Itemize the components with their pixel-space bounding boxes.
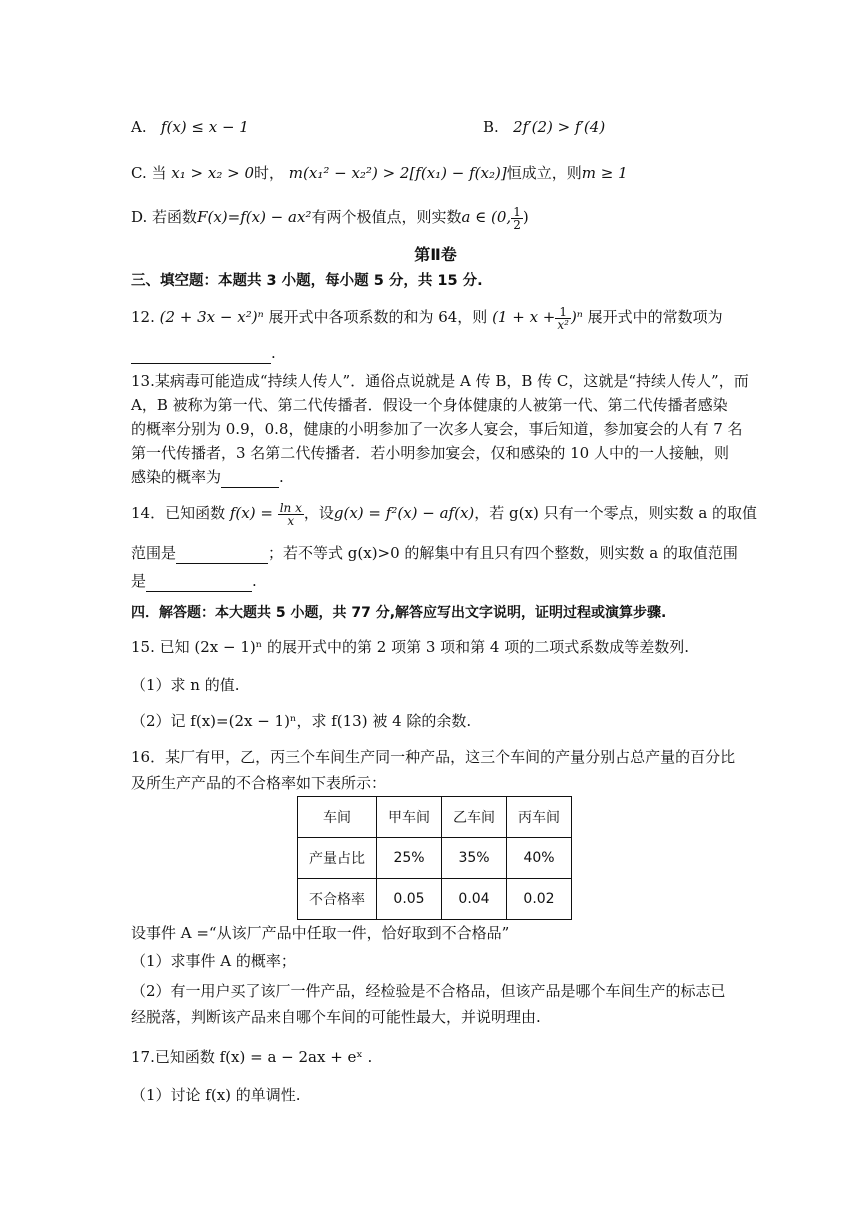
table-cell: 35% (442, 838, 507, 879)
fraction-lnx-over-x: $\frac{\text{ln x}}{x}$ (279, 500, 302, 528)
question-17-part-1: （1）讨论 f(x) 的单调性. (131, 1086, 301, 1104)
table-cell: 产量占比 (298, 838, 377, 879)
question-12: 12. (2 + 3x − x²)ⁿ 展开式中各项系数的和为 64，则 (1 + x + $\frac{1}{\text{x²}}$ )ⁿ 展开式中的常数项为 (131, 304, 723, 332)
table-cell: 不合格率 (298, 879, 377, 920)
table-header-row (298, 797, 572, 838)
table-header-cell: 甲车间 (377, 797, 442, 838)
question-15-part-2: （2）记 f(x)=(2x − 1)ⁿ，求 f(13) 被 4 除的余数. (131, 712, 472, 730)
table-header-cell: 车间 (298, 797, 377, 838)
option-a-expr: f(x) ≤ x − 1 (160, 118, 249, 136)
answer-blank (176, 547, 268, 564)
fraction-one-over-x-squared: $\frac{1}{\text{x²}}$ (557, 304, 569, 332)
table-cell: 40% (507, 838, 572, 879)
question-16-line-2: 及所生产产品的不合格率如下表所示： (131, 774, 387, 792)
question-16-part-2-line-2: 经脱落，判断该产品来自哪个车间的可能性最大，并说明理由. (131, 1008, 541, 1026)
option-b: B. 2f′(2) > f′(4) (483, 118, 606, 136)
question-12-answer-line: . (131, 342, 740, 364)
question-16-line-1: 16．某厂有甲，乙，丙三个车间生产同一种产品，这三个车间的产量分别占总产量的百分比 (131, 748, 736, 766)
table-cell: 25% (377, 838, 442, 879)
answer-blank (146, 575, 252, 592)
question-14-line-2: 范围是 ；若不等式 g(x)>0 的解集中有且只有四个整数，则实数 a 的取值范围 (131, 544, 738, 562)
table-cell: 0.02 (507, 879, 572, 920)
question-16-event: 设事件 A =“从该厂产品中任取一件，恰好取到不合格品” (131, 924, 510, 942)
table-row (298, 879, 572, 920)
question-14: 14．已知函数 f(x) = $\frac{\text{ln x}}{x}$ ，设g(x) = f²(x) − af(x)，若 g(x) 只有一个零点，则实数 a 的取值 (131, 500, 758, 528)
option-a: A. f(x) ≤ x − 1 (131, 118, 249, 136)
section-2-title: 第Ⅱ卷 (414, 245, 457, 264)
section-4-heading: 四．解答题：本大题共 5 小题，共 77 分,解答应写出文字说明，证明过程或演算步骤. (131, 605, 667, 621)
option-d: D. 若函数F(x)=f(x) − ax²有两个极值点，则实数a ∈ (0, $\frac{1}{2}$ ) (131, 204, 529, 232)
answer-blank (221, 471, 279, 488)
question-13-line-2: A，B 被称为第一代、第二代传播者．假设一个身体健康的人被第一代、第二代传播者感染 (131, 396, 728, 414)
question-13-line-4: 第一代传播者，3 名第二代传播者．若小明参加宴会，仅和感染的 10 人中的一人接触，则 (131, 444, 729, 462)
question-15: 15. 已知 (2x − 1)ⁿ 的展开式中的第 2 项第 3 项和第 4 项的二项式系数成等差数列. (131, 638, 690, 656)
question-13-line-5: 感染的概率为 . (131, 468, 284, 486)
table-cell: 0.04 (442, 879, 507, 920)
question-14-line-3: 是 . (131, 572, 257, 590)
option-b-expr: 2f′(2) > f′(4) (513, 118, 606, 136)
defect-rate-table (297, 796, 572, 920)
answer-blank (131, 347, 271, 364)
fraction-one-half: $\frac{1}{2}$ (513, 204, 521, 232)
table-row (298, 838, 572, 879)
question-15-part-1: （1）求 n 的值. (131, 676, 240, 694)
table-header-cell: 丙车间 (507, 797, 572, 838)
question-16-part-2-line-1: （2）有一用户买了该厂一件产品，经检验是不合格品，但该产品是哪个车间生产的标志已 (131, 982, 726, 1000)
question-13-line-1: 13.某病毒可能造成“持续人传人”．通俗点说就是 A 传 B，B 传 C，这就是“持续人传人”，而 (131, 372, 749, 390)
question-16-part-1: （1）求事件 A 的概率； (131, 952, 296, 970)
question-13-line-3: 的概率分别为 0.9，0.8，健康的小明参加了一次多人宴会，事后知道，参加宴会的人有 7 名 (131, 420, 743, 438)
option-c: C. 当 x₁ > x₂ > 0时， m(x₁² − x₂²) > 2[f(x₁) − f(x₂)]恒成立，则m ≥ 1 (131, 164, 628, 182)
question-17: 17.已知函数 f(x) = a − 2ax + eˣ . (131, 1048, 373, 1066)
table-header-cell: 乙车间 (442, 797, 507, 838)
table-cell: 0.05 (377, 879, 442, 920)
section-3-heading: 三、填空题：本题共 3 小题，每小题 5 分，共 15 分. (131, 273, 483, 289)
